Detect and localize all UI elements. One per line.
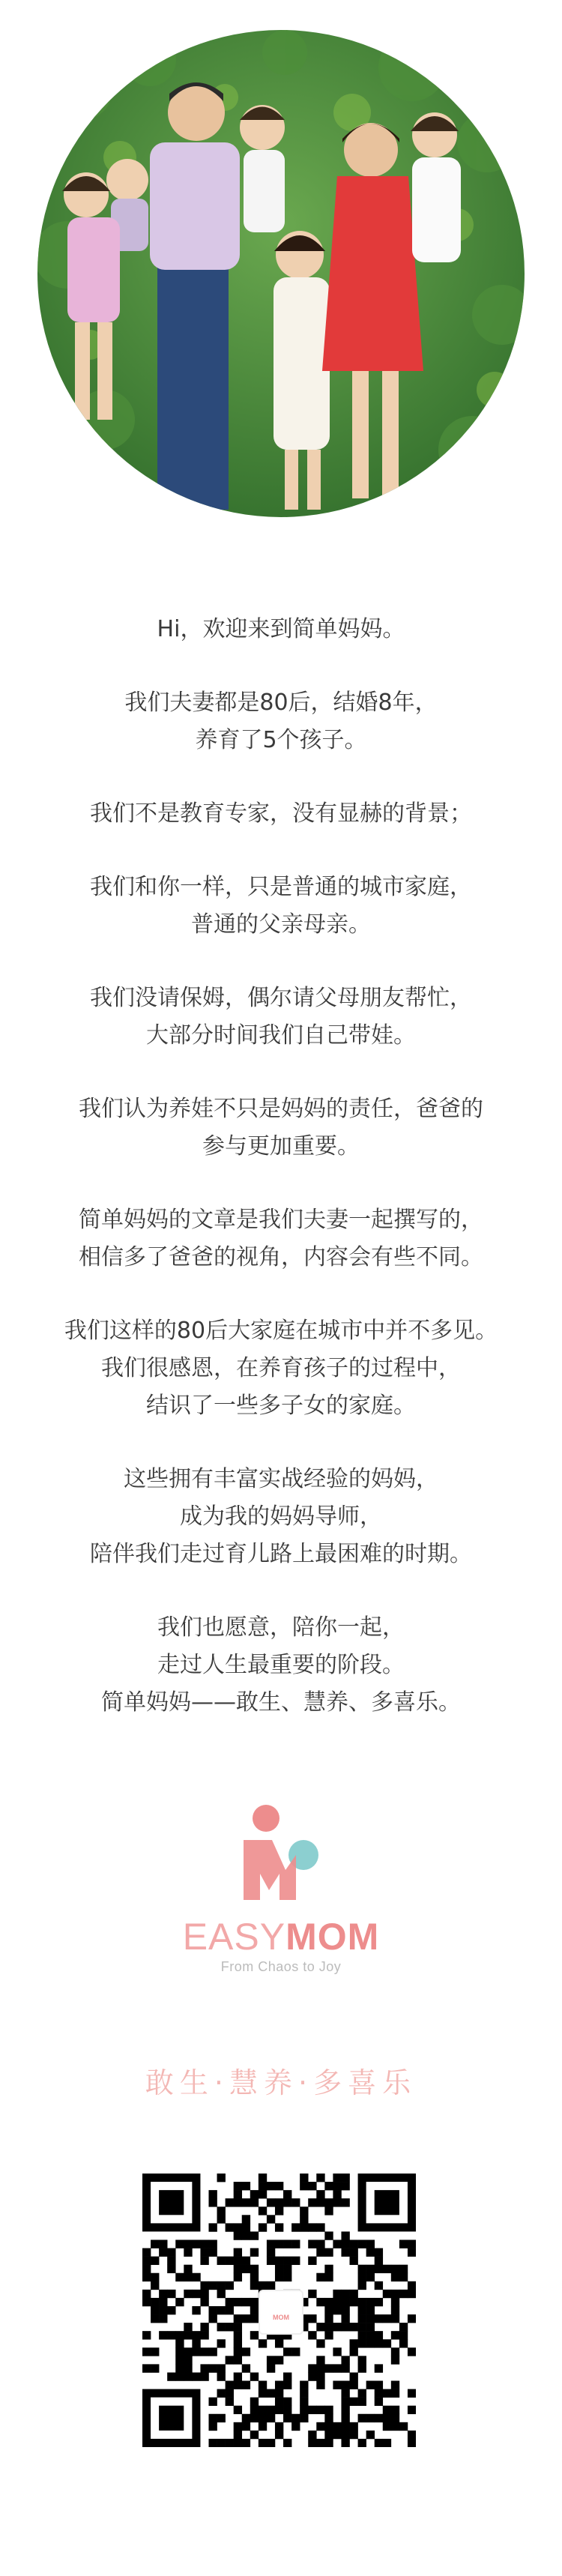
intro-paragraph xyxy=(30,1461,532,1573)
intro-line: 我们认为养娃不只是妈妈的责任，爸爸的 xyxy=(79,1096,483,1122)
logo-word-easy: EASY xyxy=(182,1916,286,1958)
intro-line: 走过人生最重要的阶段。 xyxy=(157,1652,405,1678)
intro-line: 结识了一些多子女的家庭。 xyxy=(146,1393,416,1419)
intro-text xyxy=(30,611,532,1758)
family-photo xyxy=(37,30,525,517)
easymom-logo-icon xyxy=(206,1799,356,1911)
intro-line: 我们和你一样，只是普通的城市家庭， xyxy=(90,874,472,900)
intro-line: 参与更加重要。 xyxy=(202,1133,360,1159)
intro-paragraph xyxy=(30,980,532,1055)
intro-paragraph xyxy=(30,611,532,648)
intro-line: 我们这样的80后大家庭在城市中并不多见。 xyxy=(64,1318,498,1344)
intro-line: 我们不是教育专家，没有显赫的背景； xyxy=(90,800,472,827)
intro-line: 这些拥有丰富实战经验的妈妈， xyxy=(124,1466,438,1492)
intro-line: 简单妈妈——敢生、慧养、多喜乐。 xyxy=(101,1689,461,1716)
intro-paragraph xyxy=(30,869,532,944)
motto: 敢生·慧养·多喜乐 xyxy=(145,2066,417,2099)
intro-paragraph xyxy=(30,795,532,833)
intro-paragraph xyxy=(30,684,532,759)
intro-line: 我们夫妻都是80后，结婚8年， xyxy=(124,690,438,716)
intro-line: 普通的父亲母亲。 xyxy=(191,911,371,938)
qr-code[interactable] xyxy=(142,2174,416,2447)
intro-paragraph xyxy=(30,1609,532,1722)
intro-line: 大部分时间我们自己带娃。 xyxy=(146,1022,416,1049)
intro-paragraph xyxy=(30,1201,532,1276)
intro-line: 养育了5个孩子。 xyxy=(195,727,367,753)
family-photo-icon xyxy=(37,30,525,517)
logo-word-mom: MOM xyxy=(285,1916,380,1958)
intro-line: Hi，欢迎来到简单妈妈。 xyxy=(157,616,405,642)
intro-paragraph xyxy=(30,1091,532,1165)
intro-line: 我们也愿意，陪你一起， xyxy=(157,1614,405,1641)
logo-wordmark xyxy=(0,1916,562,1958)
qr-center-label: MOM xyxy=(273,2314,289,2321)
qr-center-logo xyxy=(259,2290,303,2335)
intro-line: 简单妈妈的文章是我们夫妻一起撰写的， xyxy=(79,1207,483,1233)
intro-paragraph xyxy=(30,1312,532,1425)
intro-line: 我们很感恩，在养育孩子的过程中， xyxy=(101,1355,461,1381)
intro-line: 相信多了爸爸的视角，内容会有些不同。 xyxy=(79,1244,483,1270)
easymom-logo xyxy=(0,1799,562,1975)
intro-line: 陪伴我们走过育儿路上最困难的时期。 xyxy=(90,1541,472,1567)
logo-tagline: From Chaos to Joy xyxy=(220,1959,342,1974)
intro-line: 成为我的妈妈导师， xyxy=(180,1503,382,1530)
intro-line: 我们没请保姆，偶尔请父母朋友帮忙， xyxy=(90,985,472,1011)
